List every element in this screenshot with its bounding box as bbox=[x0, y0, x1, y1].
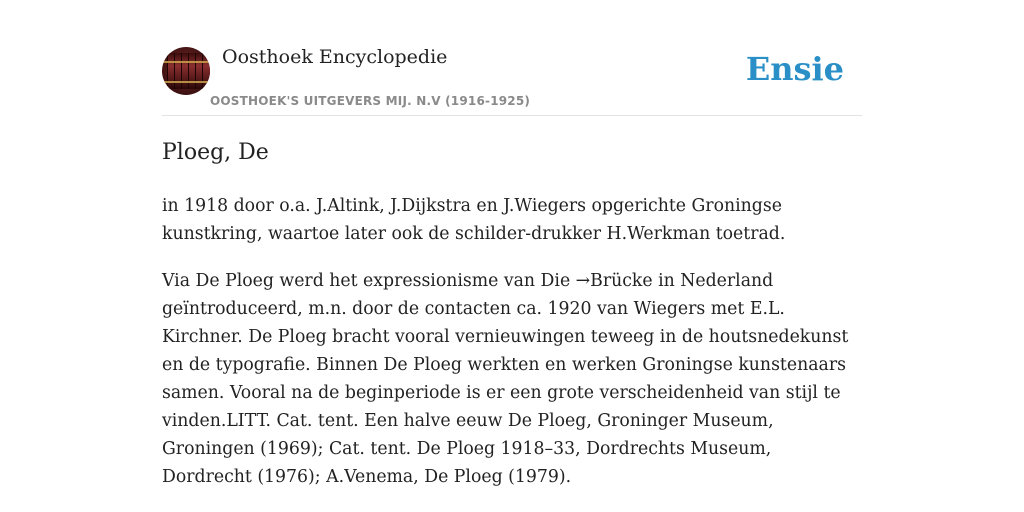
entry-body bbox=[162, 192, 866, 510]
site-name[interactable]: Oosthoek Encyclopedie bbox=[222, 46, 448, 68]
encyclopedia-logo-icon[interactable] bbox=[162, 47, 210, 95]
publisher-label: OOSTHOEK'S UITGEVERS MIJ. N.V (1916-1925) bbox=[210, 94, 531, 108]
paragraph-text: in Nederland geïntroduceerd, m.n. door de contacten ca. 1920 van Wiegers met E.L. Kirchner. De Ploeg bracht vooral vernieuwingen teweeg in de houtsnedekunst en de typografie. Binnen De Ploeg werkten en werken Groningse kunstenaars samen. Vooral na de beginperiode is er een grote verscheidenheid van stijl te vinden.LITT. Cat. tent. Een halve eeuw De Ploeg, Groninger Museum, Groningen (1969); Cat. tent. De Ploeg 1918–33, Dordrechts Museum, Dordrecht (1976); A.Venema, De Ploeg (1979). bbox=[162, 271, 849, 487]
ensie-logo[interactable]: Ensie bbox=[745, 50, 844, 88]
entry-paragraph: in 1918 door o.a. J.Altink, J.Dijkstra en J.Wiegers opgerichte Groningse kunstkring, waartoe later ook de schilder-drukker H.Werkman toetrad. bbox=[162, 196, 786, 244]
page-title: Ploeg, De bbox=[162, 140, 269, 165]
entry-paragraph bbox=[162, 267, 866, 491]
paragraph-text: Via De Ploeg werd het expressionisme van Die bbox=[162, 271, 576, 291]
site-header bbox=[162, 44, 862, 116]
header-divider bbox=[162, 115, 862, 116]
brucke-link[interactable]: →Brücke bbox=[575, 271, 653, 291]
